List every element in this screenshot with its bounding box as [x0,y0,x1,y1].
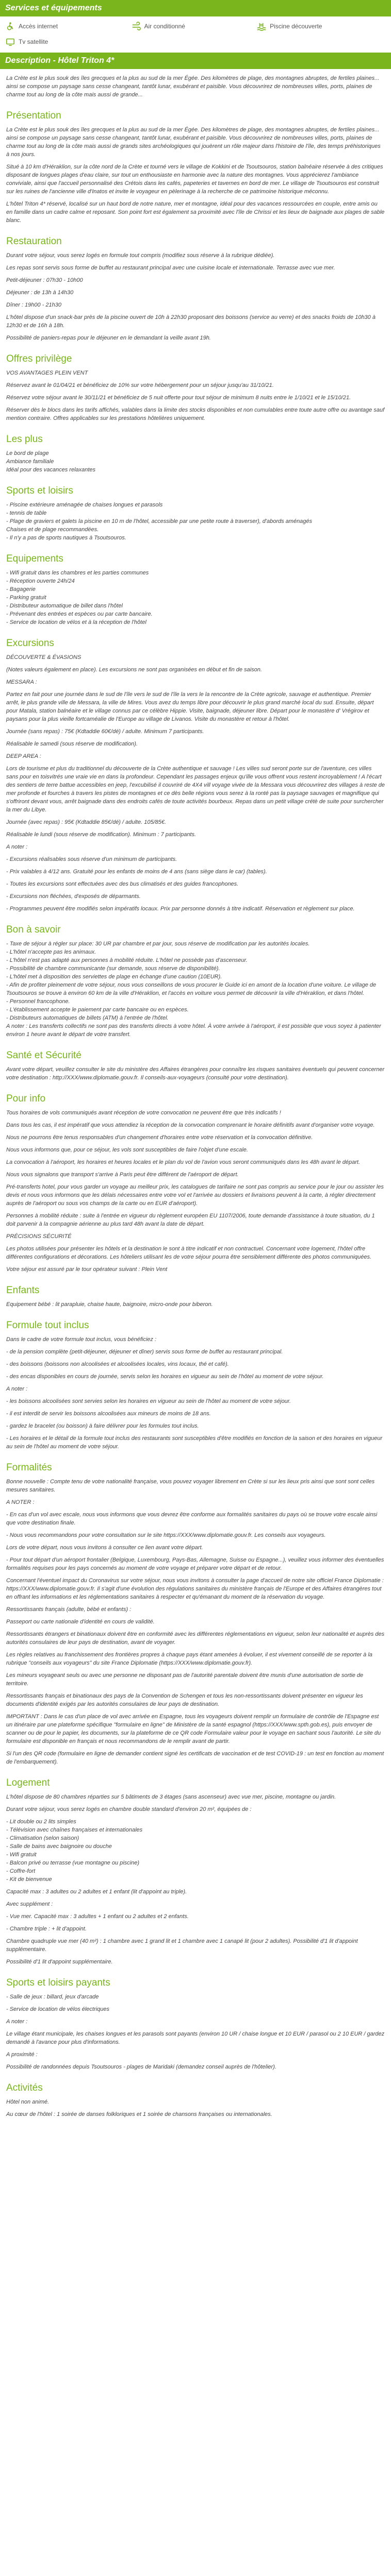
amenity-label: Air conditionné [144,23,185,30]
excursions-paragraph: Réalisable le lundi (sous réserve de modification). Minimum : 7 participants. [6,832,197,838]
amenities-list [0,16,391,53]
excursions-paragraph: MESSARA : [6,679,37,685]
logement-paragraph: Durant votre séjour, vous serez logés en chambre double standard d'environ 20 m², équipées de : [6,1806,252,1812]
amenity-tv [5,35,131,48]
list-item: - Parking gratuit [6,595,46,601]
excursions-paragraph: - Excursions réalisables sous réserve d'un minimum de participants. [6,856,177,862]
excursions-paragraph: - Programmes peuvent être modifiés selon impératifs locaux. Prix par personne donnés à titre indicatif. Réservation et règlement sur place. [6,906,355,912]
list-item: - Coffre-fort [6,1868,36,1874]
list-item: Ambiance familiale [6,459,54,465]
intro-text: La Crète est le plus souk des îles grecques et la plus au sud de la mer Égée. Des kilomètres de plage, des montagnes abruptes, de fertiles plaines... ainsi se compose un paysage sans cesse changeant, tantôt lunar, exubérant et paisible. Vous découvrirez de nombreuses villes, ports, plaines de charme tout au long de la côte mais aussi de grande... [6,75,380,98]
list-item: - Piscine extérieure aménagée de chaises longues et parasols [6,502,163,508]
logement-paragraph: Possibilité d'1 lit d'appoint supplémentaire. [6,1959,113,1965]
presentation-paragraph: Situé à 10 km d'Héraklion, sur la côte nord de la Crète et tourné vers le village de Kokkini et de Tsoutsouros, station balnéaire réservée à des critiques disposant de longues plages d'eau claire, sur tout un enthousiaste en harmonie avec la nature des montagnes. Vous apprécierez l'ambiance conviviale, ainsi que l'accueil personnalisé des Crétois dans les cafés, papeteries et tavernes en bord de mer. Le village de Tsoutsouros est construit sur les ruines de l'ancienne ville d'Inatos et invite le voyageur en pèlerinage à la recherche de ce patrimoine historique méconnu. [6,164,383,195]
pour-info-paragraph: Votre séjour est assuré par le tour opérateur suivant : Plein Vent [6,1266,168,1273]
list-item: - Afin de profiter pleinement de votre séjour, nous vous conseillons de vous procurer le Guide ici en amont de la location d'une voiture. Le village de Tsoutsouros se trouve à environ 60 km de la ville d'Héraklion, et l'accès en voiture vous permet de découvrir la ville d'Héraklion, et dans l'hôtel. [6,982,377,996]
amenity-label: Accès internet [19,23,58,30]
sports-list [6,501,385,542]
list-item: - Taxe de séjour à régler sur place: 30 UR par chambre et par jour, sous réserve de modification par les autorités locales. [6,941,310,947]
restauration-paragraph: Déjeuner : de 13h à 14h30 [6,290,74,296]
activites-paragraph: Hôtel non animé. [6,2099,50,2105]
excursions-paragraph: Partez en fait pour une journée dans le sud de l'île vers le sud de l'île la vers le la rencontre de la Crète agricole, sauvage et authentique. Premier arrêt, le plus grande ville de Messara, la ville de Mires. Vous avez du temps libre pour découvrir le plus grand marché local du sud. Ensuite, départ pour Matala, station balnéaire et le village connus par ce célèbre Hippie. Visite, baignade, déjeuner libre. Départ pour le monastère d' Vrégirov et paysans pour la plus vieille fortcaméalie de l'Europe au village de Livanos. Visite du monastère et retour à l'hôtel. [6,691,374,722]
pour-info-paragraph: Pré-transferts hotel, pour vous garder un voyage au meilleur prix, les catalogues de tarifaire ne sont pas compris au service pour le jour ou assister les devis et nous vous informons que les délais nécessaires entre votre vol et l'arrivée au dossiers et livraisons peuvent à la carte, à régler directement auprès de l'aéroport ou sous vos champs de la carte ou en EUR d'aéroport). [6,1184,384,1207]
wheelchair-icon [5,21,15,31]
excursions-paragraph: Lors de tourisme et plus du traditionnel du découverte de la Crète authentique et sauvage ! Les villes sud seront porte sur de l'aventure, ces villes sans pour en toisvitrés une vraie vie en dans la profondeur. Cependant les passages enjeux qu'ille vous offrent vous restent incroyablement ! A l'écart des sentiers de terre battue accessibles en jeep, l'excubilisé il couvriré de 4X4 vill voyage vivée de la Messara vous découvrirez des villages à reste de mer profonde et fourches à travers les pistes de montagnes et ce dès belle régions vous serez à la ronté pas la paysage sauvages et magnifique qui s'offriront devant vous, arrêt baignade dans des endroits cafés de toute activités bourbeux. Repas dans un petit village crétè de suite pour surchercher la mer du Libye. [6,766,385,813]
sports-title: Sports et loisirs [6,485,73,496]
list-item: - Wifi gratuit [6,1852,37,1858]
logement-paragraph: Capacité max : 3 adultes ou 2 adultes et 1 enfant (lit d'appoint au triple). [6,1889,187,1895]
formalites-paragraph: A NOTER : [6,1499,35,1505]
formule-paragraph: Dans le cadre de votre formule tout inclus, vous bénéficiez : [6,1336,157,1343]
list-item: - Kit de bienvenue [6,1876,52,1883]
sports-payants-title: Sports et loisirs payants [6,1977,110,1988]
pour-info-paragraph: La convocation à l'aéroport, les horaires et heures locales et le plan du vol de l'avion vous seront communiqués dans les 48h avant le départ. [6,1159,361,1165]
excursions-paragraph: Journée (sans repas) : 75€ (Kdtaddie 60€/dé) / adulte. Minimum 7 participants. [6,728,204,735]
formalites-paragraph: IMPORTANT : Dans le cas d'un place de vol avec arrivée en Espagne, tous les voyageurs doivent remplir un formulaire de contrôle de l'Espagne est un itinéraire par une plateforme spécifique "formulaire en ligne" de Ministère de la santé espagnol (https://XXX/www.spth.gob.es), puis envoyer de scanner ou de pour le papier, les documents, sur la plateforme de ce QR code Formulaire valeur pour le voyage en sachant sous l'autorité. Le site du formulaire est disponible en français et nous recommandons de le remplir avant de partir. [6,1714,381,1744]
logement-title: Logement [6,1777,50,1788]
excursions-paragraph: - Prix valables à 4/12 ans. Gratuité pour les enfants de moins de 4 ans (sans siège dans le car) (tables). [6,869,267,875]
pour-info-paragraph: PRÉCISIONS SÉCURITÉ [6,1233,72,1240]
restauration-paragraph: Possibilité de paniers-repas pour le déjeuner en le demandant la veille avant 19h. [6,335,211,341]
list-item: - L'hôtel n'est pas adapté aux personnes à mobilité réduite. L'hôtel ne possède pas d'ascenseur. [6,957,248,963]
list-item: - Prévenant des entrées et espèces ou par carte bancaire. [6,611,153,617]
plus-list [6,449,385,474]
list-item: - Wifi gratuit dans les chambres et les parties communes [6,570,149,576]
pour-info-paragraph: Personnes à mobilité réduite : suite à l'entrée en vigueur du règlement européen EU 1107/2006, toute demande d'assistance à toute situation, du 1 doit parvenir à la compagnie aérienne au plus tard 48h avant la date de départ. [6,1213,375,1227]
offres-paragraph: Réserver dès le blocs dans les tarifs affichés, valables dans la limite des stocks disponibles et non cumulables entre toute autre offre ou avantage sauf mention contraire. Offres applicables sur les prestations hôtelières uniquement. [6,407,385,421]
offres-paragraph: Réservez avant le 01/04/21 et bénéficiez de 10% sur votre hébergement pour un séjour jusqu'au 31/10/21. [6,382,274,388]
list-item: - L'hôtel met à disposition des serviettes de plage en échange d'une caution (10EUR). [6,974,222,980]
list-item: - Distributeurs automatiques de billets (ATM) à l'entrée de l'hôtel. [6,1015,169,1021]
sports-payants-paragraph: - Salle de jeux : billard, jeux d'arcade [6,1994,99,2000]
excursions-paragraph: - Excursions non fléchées, d'exposés de déparmants. [6,893,141,900]
offres-paragraph: VOS AVANTAGES PLEIN VENT [6,370,88,376]
list-item: - Personnel francophone. [6,998,70,1005]
list-item: A noter : Les transferts collectifs ne sont pas des transferts directs à votre hôtel. À votre arrivée à l'aéroport, il est possible que vous soyez à patienter environ 1 heure avant le départ de votre transfert. [6,1023,381,1038]
list-item: - Il n'y a pas de sports nautiques à Tsoutsouros. [6,535,126,541]
formalites-paragraph: Concernant l'éventuel impact du Coronavirus sur votre séjour, nous vous invitons à consulter la page d'accueil de notre site officiel France Diplomatie : https://XXX/www.diplomatie.gouv.fr. Il s'agit d'une évolution des régulations sanitaires du ministère français de l'Europe et des Affaires étrangères tout en offrant les informations et les réglementations sanitaires à respecter et qu'émanant du moment de la réservation du voyage. [6,1578,384,1600]
logement-list [6,1818,385,1884]
formalites-paragraph: Ressortissants étrangers et binationaux doivent être en conformité avec les différentes réglementations en vigueur, selon leur nationalité et auprès des autorités consulaires de leur pays de destination, avant de voyager. [6,1631,385,1646]
restauration-paragraph: Durant votre séjour, vous serez logés en formule tout compris (modifiez sous réserve à la rubrique dédiée). [6,252,275,259]
list-item: - Service de location de vélos et à la réception de l'hôtel [6,619,146,625]
logement-paragraph: - Vue mer. Capacité max : 3 adultes + 1 enfant ou 2 adultes et 2 enfants. [6,1913,189,1920]
formule-paragraph: - les boissons alcoolisées sont servies selon les horaires en vigueur au sein de l'hôtel au moment de votre séjour. [6,1398,291,1404]
pour-info-paragraph: Dans tous les cas, il est impératif que vous attendiez la réception de la convocation comprenant le horaire définitifs avant d'organiser votre voyage. [6,1122,375,1128]
formalites-paragraph: - En cas d'un vol avec escale, nous vous informons que vous devrez être conforme aux formalités sanitaires du pays où se trouve votre escale ainsi que votre destination finale. [6,1512,378,1526]
formule-paragraph: - des boissons (boissons non alcoolisées et alcoolisées locales, vins locaux, thé et café). [6,1361,229,1367]
plus-title: Les plus [6,434,43,445]
enfants-paragraph: Equipement bébé : lit parapluie, chaise haute, baignoire, micro-onde pour biberon. [6,1301,213,1308]
services-header: Services et équipements [0,0,391,16]
excursions-title: Excursions [6,638,54,649]
pour-info-paragraph: Nous ne pourrons être tenus responsables d'un changement d'horaires entre votre réservation et la convocation définitive. [6,1134,313,1141]
pour-info-paragraph: Les photos utilisées pour présenter les hôtels et la destination le sont à titre indicatif et non contractuel. Concernant votre logement, l'hôtel offre différentes configurations et décorations. Les hôteliers utilisant les de votre séjour pourra être sensiblement différente des photos communiquées. [6,1246,372,1260]
amenity-air [131,20,257,33]
sante-title: Santé et Sécurité [6,1050,82,1061]
list-item: - Lit double ou 2 lits simples [6,1819,76,1825]
list-item: - Télévision avec chaînes françaises et internationales [6,1827,143,1833]
excursions-paragraph: A noter : [6,844,28,850]
restauration-paragraph: L'hôtel dispose d'un snack-bar près de la piscine ouvert de 10h à 22h30 proposant des boissons (service au verre) et des snacks froids de 10h30 à 12h30 et de 16h à 18h. [6,314,376,329]
activites-title: Activités [6,2082,43,2093]
formalites-paragraph: Si l'un des QR code (formulaire en ligne de demander contient signé les certificats de vaccination et de test COVID-19 : un test en fonction au moment de l'embarquement). [6,1751,384,1765]
activites-paragraph: Au cœur de l'hôtel : 1 soirée de danses folkloriques et 1 soirée de chansons françaises ou internationales. [6,2111,272,2117]
description-header: Description - Hôtel Triton 4* [0,53,391,69]
pour-info-paragraph: Nous vous signalons que transport s'arrive à Paris peut être différent de l'aéroport de départ. [6,1172,239,1178]
list-item: - Balcon privé ou terrasse (vue montagne ou piscine) [6,1860,140,1866]
formule-title: Formule tout inclus [6,1320,89,1331]
presentation-title: Présentation [6,110,61,121]
formule-paragraph: - Les horaires et le détail de la formule tout inclus des restaurants sont susceptibles d'être modifiés en fonction de la saison et des horaires en vigueur au sein de l'hôtel au moment de votre séjour. [6,1435,383,1450]
list-item: - Climatisation (selon saison) [6,1835,79,1841]
formule-paragraph: A noter : [6,1386,28,1392]
logement-paragraph: L'hôtel dispose de 80 chambres réparties sur 5 bâtiments de 3 étages (sans ascenseur) avec vue mer, piscine, montagne ou jardin. [6,1794,336,1800]
bon-savoir-list [6,940,385,1039]
list-item: Le bord de plage [6,450,49,456]
excursions-paragraph: (Notes valeurs également en place). Les excursions ne sont pas organisées en début et fin de saison. [6,667,262,673]
amenity-label: Piscine découverte [270,23,322,30]
excursions-paragraph: Journée (avec repas) : 95€ (Kdtaddie 85€/dé) / adulte. 105/85€. [6,819,167,825]
list-item: - Réception ouverte 24h/24 [6,578,75,584]
description-content [0,69,391,2133]
sports-payants-paragraph: A proximité : [6,2052,38,2058]
list-item: - tennis de table [6,510,47,516]
pour-info-paragraph: Nous vous informons que, pour ce séjour, les vols sont susceptibles de faire l'objet d'une escale. [6,1147,248,1153]
formule-paragraph: - il est interdit de servir les boissons alcoolisées aux mineurs de moins de 18 ans. [6,1411,211,1417]
list-item: - Distributeur automatique de billet dans l'hôtel [6,603,123,609]
excursions-paragraph: - Toutes les excursions sont effectuées avec des bus climatisés et des guides francophones. [6,881,239,887]
bon-savoir-title: Bon à savoir [6,924,61,935]
tv-icon [5,37,15,47]
sports-payants-paragraph: Possibilité de randonnées depuis Tsoutsouros - plages de Maridaki (demandez conseil auprès de l'hôtelier). [6,2064,276,2070]
formalites-paragraph: Bonne nouvelle : Compte tenu de votre nationalité française, vous pouvez voyager librement en Crète si sur les lieux pris ainsi que sont sont celles mesures sanitaires. [6,1479,375,1493]
pool-icon [256,21,267,31]
presentation-paragraph: La Crète est le plus souk des îles grecques et la plus au sud de la mer Égée. Des kilomètres de plage, des montagnes abruptes, de fertiles plaines... ainsi se compose un paysage sans cesse changeant, tantôt lunar, exubérant et paisible. Vous découvrirez de nombreuses villes, ports, plaines de charme tout au long de la côte mais aussi de grands sites archéologiques qui jouèrent un rôle majeur dans l'histoire de l'île, des temps préhistoriques à nos jours. [6,127,381,158]
excursions-paragraph: Réalisable le samedi (sous réserve de modification). [6,741,138,747]
sports-payants-paragraph: A noter : [6,2019,28,2025]
restauration-paragraph: Petit-déjeuner : 07h30 - 10h00 [6,277,83,283]
equipements-title: Equipements [6,553,63,564]
pour-info-paragraph: Tous horaires de vols communiqués avant réception de votre convocation ne peuvent être que très indicatifs ! [6,1110,281,1116]
excursions-paragraph: DÉCOUVERTE & ÉVASIONS [6,654,82,660]
formalites-paragraph: Ressortissants français et binationaux des pays de la Convention de Schengen et tous les non-ressortissants doivent présenter en vigueur les documents d'identité exigés par les autorités consulaires de leur pays de destination. [6,1693,363,1707]
restauration-title: Restauration [6,236,62,247]
list-item: - L'établissement accepte le paiement par carte bancaire ou en espèces. [6,1007,189,1013]
formalites-paragraph: Les règles relatives au franchissement des frontières propres à chaque pays étant amenées à évoluer, il est vivement conseillé de se reporter à la rubrique "conseils aux voyageurs" du site France Diplomatie (https://XXX/www.diplomatie.gouv.fr). [6,1652,372,1666]
formule-paragraph: - gardez le bracelet (ou boisson) à faire délivrer pour les formules tout inclus. [6,1423,199,1429]
list-item: - Possibilité de chambre communicante (sur demande, sous réserve de disponibilité). [6,965,220,972]
amenity-label: Tv satellite [19,38,48,45]
formalites-paragraph: - Pour tout départ d'un aéroport frontalier (Belgique, Luxembourg, Pays-Bas, Allemagne, Suisse ou Espagne...), veuillez vous informer des éventuelles formalités requises pour les pays concernés au moment de votre voyage et préparer votre départ et de retour. [6,1557,384,1571]
formalites-paragraph: Ressortissants français (adulte, bébé et enfants) : [6,1606,132,1613]
restauration-paragraph: Les repas sont servis sous forme de buffet au restaurant principal avec une cuisine locale et internationale. Terrasse avec vue mer. [6,265,335,271]
sports-payants-paragraph: - Service de location de vélos électriques [6,2006,109,2012]
equipements-list [6,569,385,626]
logement-paragraph: Avec supplément : [6,1901,53,1907]
formalites-paragraph: Les mineurs voyageant seuls ou avec une personne ne disposant pas de l'autorité parentale doivent être munis d'une autorisation de sortie de territoire. [6,1672,364,1687]
list-item: Chaises et de plage recommandées. [6,527,99,533]
list-item: - Plage de graviers et galets la piscine en 10 m de l'hôtel, accessible par une petite route à traverser), d'abords aménagés [6,518,313,524]
formalites-title: Formalités [6,1462,52,1473]
excursions-paragraph: DEEP AREA : [6,753,41,759]
list-item: - L'hôtel n'accepte pas les animaux. [6,949,96,955]
formalites-paragraph: Passeport ou carte nationale d'identité en cours de validité. [6,1619,155,1625]
list-item: - Bagagerie [6,586,36,592]
amenity-pool [256,20,382,33]
list-item: Idéal pour des vacances relaxantes [6,467,96,473]
air-icon [131,21,141,31]
restauration-paragraph: Dîner : 19h00 - 21h30 [6,302,62,308]
offres-paragraph: Réservez votre séjour avant le 30/11/21 et bénéficiez de 5 nuit offerte pour tout séjour de minimum 8 nuits entre le 1/10/21 et le 15/10/21. [6,395,351,401]
enfants-title: Enfants [6,1285,40,1296]
formule-paragraph: - de la pension complète (petit-déjeuner, déjeuner et dîner) servis sous forme de buffet au restaurant principal. [6,1349,283,1355]
amenity-internet [5,20,131,33]
logement-paragraph: Chambre quadruple vue mer (40 m²) : 1 chambre avec 1 grand lit et 1 chambre avec 1 canapé lit (pour 2 adultes). Possibilité d'1 lit d'appoint supplémentaire. [6,1938,358,1953]
presentation-paragraph: L'hôtel Triton 4* réservé, localisé sur un haut bord de notre nature, mer et montagne, idéal pour des vacances ressourcées en couple, entre amis ou en famille dans un cadre calme et reposant. Son point fort est également sa proximité avec l'île de Chrissi et les lieux de baignade aux plages de sable blanc. [6,201,385,224]
list-item: - Salle de bains avec baignoire ou douche [6,1843,112,1850]
formalites-paragraph: - Nous vous recommandons pour votre consultation sur le site https://XXX/www.diplomatie.gouv.fr. Les conseils aux voyageurs. [6,1532,326,1538]
formalites-paragraph: Lors de votre départ, nous vous invitons à consulter ce lien avant votre départ. [6,1545,203,1551]
pour-info-title: Pour info [6,1093,46,1104]
logement-paragraph: - Chambre triple : + lit d'appoint. [6,1926,87,1932]
formule-paragraph: - des encas disponibles en cours de journée, servis selon les horaires en vigueur au sein de l'hôtel au moment de votre séjour. [6,1374,324,1380]
sante-paragraph: Avant votre départ, veuillez consulter le site du ministère des Affaires étrangères pour connaître les risques sanitaires éventuels qui peuvent concerner votre destination : http://XXX/www.diplomatie.gouv.fr. Il conseils-aux-voyageurs (consulté pour votre destination). [6,1066,385,1081]
sports-payants-paragraph: Le village étant municipale, les chaises longues et les parasols sont payants (environ 10 UR / chaise longue et 10 EUR / parasol ou 2 10 EUR / gardez demandé à l'avance pour plus d'informations. [6,2031,385,2045]
offres-title: Offres privilège [6,353,72,364]
